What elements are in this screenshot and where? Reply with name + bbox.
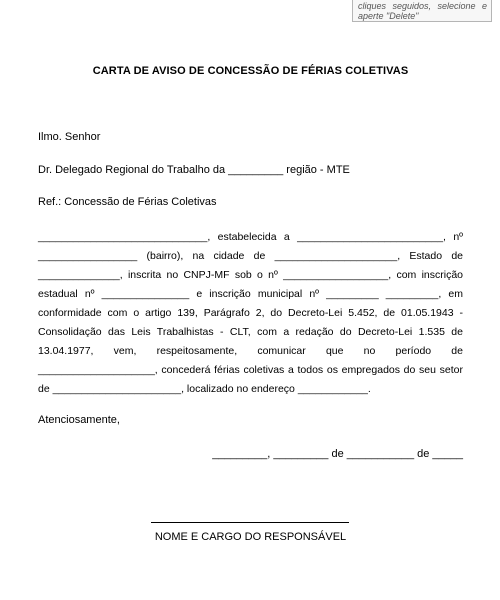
closing-line: Atenciosamente, (38, 414, 120, 426)
body-paragraph: _____________________________, estabelecida a _________________________, nº _________________ (bairro), na cidade de _____________________, Estado de ______________, inscrita no CNPJ-MF sob o nº __________________, com inscrição estadual nº _______________ e inscrição municipal nº _________ _________, em conformidade com o artigo 139, Parágrafo 2, do Decreto-Lei 5.452, de 01.05.1943 - Consolidação das Leis Trabalhistas - CLT, com a redação do Decreto-Lei 1.535 de 13.04.1977, vem, respeitosamente, comunicar que no período de ____________________, concederá férias coletivas a todos os empregados do seu setor de ______________________, localizado no endereço ____________. (38, 231, 463, 395)
recipient-line: Dr. Delegado Regional do Trabalho da _________ região - MTE (38, 164, 350, 176)
signature-label: NOME E CARGO DO RESPONSÁVEL (154, 531, 347, 543)
signature-line (151, 522, 349, 523)
reference-line: Ref.: Concessão de Férias Coletivas (38, 196, 217, 208)
help-tooltip (352, 0, 492, 22)
help-tooltip-text: cliques seguidos, selecione e aperte "Delete" (358, 1, 487, 21)
letter-body (38, 228, 463, 399)
salutation: Ilmo. Senhor (38, 131, 101, 143)
date-line: _________, _________ de ___________ de _____ (212, 448, 463, 460)
letter-title: CARTA DE AVISO DE CONCESSÃO DE FÉRIAS COLETIVAS (92, 65, 409, 77)
